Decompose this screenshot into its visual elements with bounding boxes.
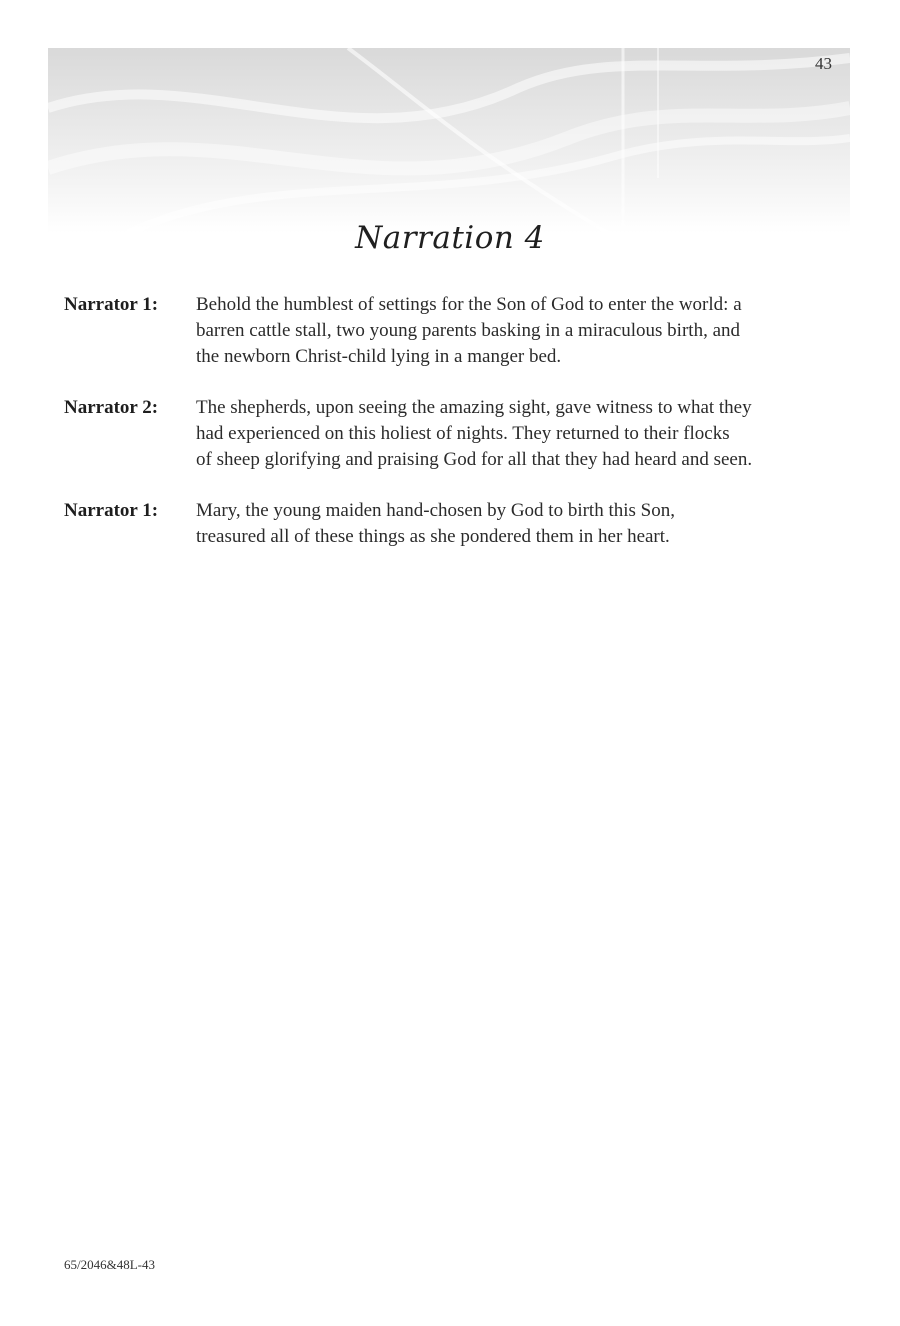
- footer-catalog-code: 65/2046&48L-43: [64, 1257, 155, 1272]
- narration-text: [196, 292, 854, 370]
- page-number: 43: [815, 54, 832, 73]
- text-line: of sheep glorifying and praising God for all that they had heard and seen.: [196, 449, 753, 470]
- speaker-label: Narrator 1:: [64, 500, 159, 521]
- text-line: had experienced on this holiest of nights. They returned to their flocks: [196, 423, 730, 444]
- narration-entry: [64, 498, 854, 550]
- text-line: Mary, the young maiden hand-chosen by God to birth this Son,: [196, 500, 675, 521]
- speaker-label: Narrator 1:: [64, 294, 159, 315]
- speaker-label: Narrator 2:: [64, 397, 159, 418]
- page-title: Narration 4: [355, 220, 545, 256]
- narration-entry: [64, 292, 854, 370]
- narration-entries: [64, 292, 854, 575]
- text-line: barren cattle stall, two young parents basking in a miraculous birth, and: [196, 320, 740, 341]
- narration-text: [196, 395, 854, 473]
- text-line: the newborn Christ-child lying in a manger bed.: [196, 346, 562, 367]
- header-decoration: [48, 48, 850, 233]
- text-line: treasured all of these things as she pondered them in her heart.: [196, 526, 670, 547]
- narration-entry: [64, 395, 854, 473]
- text-line: The shepherds, upon seeing the amazing sight, gave witness to what they: [196, 397, 752, 418]
- text-line: Behold the humblest of settings for the Son of God to enter the world: a: [196, 294, 742, 315]
- swirl-decoration-graphic: [48, 48, 850, 233]
- narration-text: [196, 498, 854, 550]
